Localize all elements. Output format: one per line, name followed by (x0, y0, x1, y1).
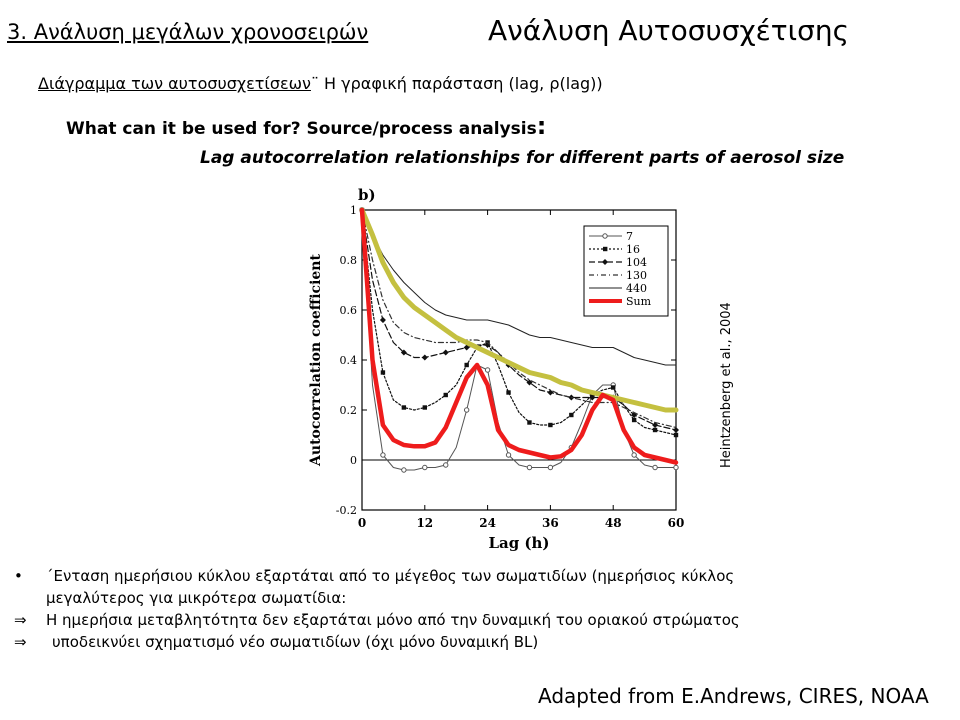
series-point-16 (464, 363, 468, 367)
series-point-7 (527, 465, 531, 469)
legend-label-104: 104 (626, 256, 647, 269)
series-point-16 (527, 420, 531, 424)
bullet-text: υποδεικνύει σχηματισμό νέο σωματιδίων (όχι μόνο δυναμική BL) (52, 633, 539, 651)
x-axis-label: Lag (h) (488, 534, 550, 552)
series-point-16 (402, 405, 406, 409)
series-point-16 (674, 433, 678, 437)
series-point-7 (444, 463, 448, 467)
y-tick-label: 0.6 (339, 304, 357, 317)
series-point-7 (674, 465, 678, 469)
series-point-104 (380, 317, 386, 323)
series-point-7 (653, 465, 657, 469)
legend-label-440: 440 (626, 282, 647, 295)
series-point-7 (506, 453, 510, 457)
bullet-text: Η ημερήσια μεταβλητότητα δεν εξαρτάται μόνο από την δυναμική του οριακού στρώματος (46, 611, 740, 629)
series-point-7 (548, 465, 552, 469)
series-point-7 (423, 465, 427, 469)
autocorrelation-chart (296, 180, 706, 552)
series-point-7 (464, 408, 468, 412)
series-point-104 (673, 427, 679, 433)
series-point-7 (381, 453, 385, 457)
series-point-7 (402, 468, 406, 472)
series-point-104 (422, 355, 428, 361)
subtitle-rest: ¨ Η γραφική παράσταση (lag, ρ(lag)) (310, 74, 603, 93)
bullet-marker: • (14, 567, 23, 585)
question-colon: : (536, 112, 547, 140)
x-tick-label: 24 (479, 516, 496, 530)
y-tick-label: 0.2 (339, 404, 357, 417)
subtitle-underlined: Διάγραμμα των αυτοσυσχετίσεων (38, 74, 311, 93)
subtitle-line (38, 74, 603, 93)
y-tick-label: -0.2 (335, 504, 357, 517)
question-line (66, 112, 546, 140)
series-point-16 (506, 390, 510, 394)
panel-label: b) (358, 186, 376, 204)
series-point-16 (423, 405, 427, 409)
series-point-16 (611, 385, 615, 389)
legend-label-sum: Sum (626, 295, 652, 308)
x-tick-label: 60 (667, 516, 685, 530)
y-tick-label: 0.8 (339, 254, 357, 267)
slide-title-left: 3. Ανάλυση μεγάλων χρονοσειρών (7, 20, 369, 44)
adapted-from-credit: Adapted from E.Andrews, CIRES, NOAA (538, 684, 929, 708)
y-tick-label: 0.4 (339, 354, 357, 367)
series-point-16 (548, 423, 552, 427)
bullet-text: μεγαλύτερος για μικρότερα σωματίδια: (46, 589, 347, 607)
y-tick-label: 0 (350, 454, 357, 467)
citation-credit: Heintzenberg et al., 2004 (719, 302, 734, 468)
series-point-16 (569, 413, 573, 417)
x-tick-label: 48 (604, 516, 622, 530)
y-tick-label: 1 (350, 204, 357, 217)
x-tick-label: 36 (542, 516, 559, 530)
legend-label-7: 7 (626, 230, 633, 243)
implication-arrow: ⇒ (14, 633, 27, 651)
legend-label-16: 16 (626, 243, 640, 256)
legend-marker-16 (603, 247, 607, 251)
x-tick-label: 0 (357, 516, 367, 530)
series-point-16 (444, 393, 448, 397)
series-point-16 (381, 370, 385, 374)
y-axis-label: Autocorrelation coefficient (308, 254, 324, 466)
slide-title-right: Ανάλυση Αυτοσυσχέτισης (488, 14, 850, 47)
series-point-104 (443, 350, 449, 356)
legend-label-130: 130 (626, 269, 647, 282)
x-tick-label: 12 (416, 516, 434, 530)
figure-caption: Lag autocorrelation relationships for different parts of aerosol size (200, 148, 845, 168)
series-point-16 (632, 418, 636, 422)
series-point-16 (653, 428, 657, 432)
question-text: What can it be used for? Source/process analysis (66, 119, 537, 139)
bullet-text: ΄Ενταση ημερήσιου κύκλου εξαρτάται από το μέγεθος των σωματιδίων (ημερήσιος κύκλος (46, 567, 735, 585)
series-point-7 (632, 453, 636, 457)
implication-arrow: ⇒ (14, 611, 27, 629)
series-point-7 (485, 368, 489, 372)
legend-marker-7 (603, 234, 607, 238)
